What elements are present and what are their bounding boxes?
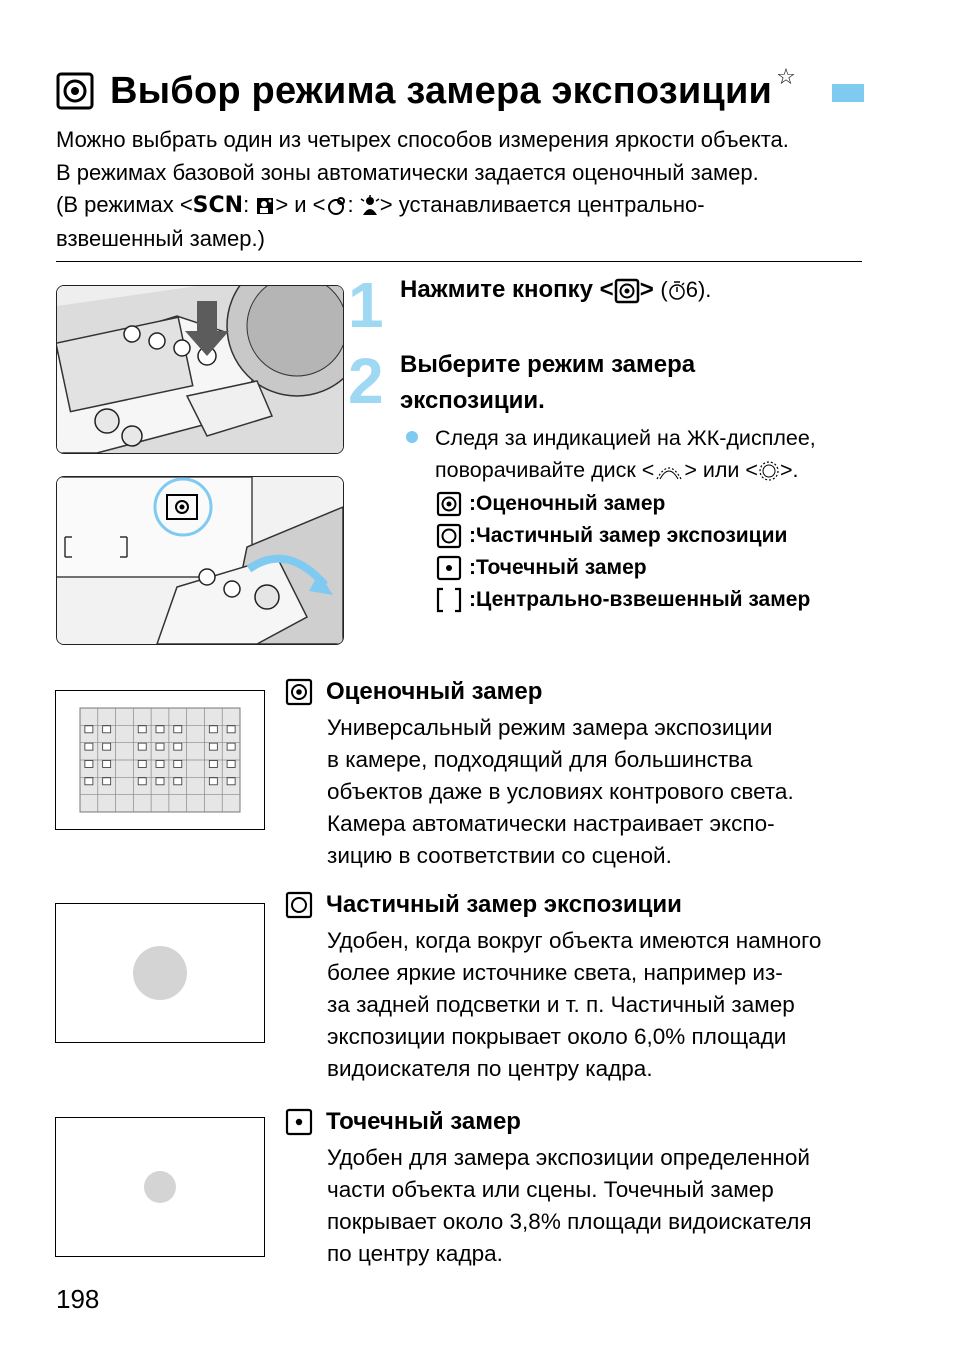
af-point-marker <box>156 778 164 785</box>
af-point-marker <box>85 743 93 750</box>
af-point-marker <box>138 778 146 785</box>
section-line: видоискателя по центру кадра. <box>327 1056 653 1081</box>
section-line: Удобен для замера экспозиции определенной <box>327 1145 810 1170</box>
af-point-marker <box>209 726 217 733</box>
step1-instruction <box>400 272 711 308</box>
step-number: 1 <box>348 269 384 341</box>
partial-area-illustration <box>56 904 264 1042</box>
creative-filter-mode-icon <box>326 195 348 217</box>
bullet-text: >. <box>779 458 799 482</box>
night-portrait-mode-icon <box>255 196 275 216</box>
intro-text: > и < <box>275 192 326 217</box>
mode-label: :Оценочный замер <box>469 492 666 515</box>
af-point-marker <box>103 743 111 750</box>
section-line: части объекта или сцены. Точечный замер <box>327 1177 774 1202</box>
intro-line: Можно выбрать один из четырех способов измерения яркости объекта. <box>56 127 789 152</box>
section-heading-partial <box>284 890 682 920</box>
section-title: Частичный замер экспозиции <box>326 891 682 918</box>
intro-text: : <box>243 192 256 217</box>
divider <box>56 261 862 262</box>
af-point-marker <box>227 760 235 767</box>
af-point-marker <box>103 726 111 733</box>
bullet-line <box>435 454 875 486</box>
evaluative-metering-diagram <box>55 690 265 830</box>
page-title-text: Выбор режима замера экспозиции <box>110 69 773 112</box>
partial-metering-area <box>133 946 187 1000</box>
intro-line: В режимах базовой зоны автоматически задается оценочный замер. <box>56 159 759 185</box>
af-point-marker <box>85 760 93 767</box>
section-body-evaluative <box>327 712 867 872</box>
section-line: по центру кадра. <box>327 1241 503 1266</box>
evaluative-metering-icon <box>614 278 640 304</box>
evaluative-metering-icon <box>56 72 94 110</box>
page-reference: ( 6). <box>660 277 712 302</box>
section-line: зицию в соответствии со сценой. <box>327 843 672 868</box>
section-line: в камере, подходящий для большинства <box>327 747 753 772</box>
mode-item-center-weighted <box>435 584 810 616</box>
af-point-marker <box>103 778 111 785</box>
step1-text: > <box>639 276 654 303</box>
evaluative-zones-grid <box>56 691 264 829</box>
scn-mode-label: SCN <box>192 193 244 218</box>
af-point-marker <box>138 726 146 733</box>
section-body-spot <box>327 1142 867 1270</box>
mode-label: :Точечный замер <box>469 556 647 579</box>
intro-line: взвешенный замер.) <box>56 225 265 251</box>
timer-icon <box>668 281 686 301</box>
af-point-marker <box>209 760 217 767</box>
bullet-paragraph <box>435 422 875 486</box>
bullet-line: Следя за индикацией на ЖК-дисплее, <box>435 426 816 450</box>
section-heading-evaluative <box>284 677 542 707</box>
intro-text: : <box>347 192 360 217</box>
step2-line: экспозиции. <box>400 387 545 414</box>
af-point-marker <box>103 760 111 767</box>
main-dial-icon <box>654 461 684 481</box>
af-point-marker <box>209 778 217 785</box>
step2-line: Выберите режим замера <box>400 351 696 378</box>
spot-metering-area <box>144 1171 176 1203</box>
section-line: Универсальный режим замера экспозиции <box>327 715 773 740</box>
section-line: Камера автоматически настраивает экспо- <box>327 811 775 836</box>
section-title: Точечный замер <box>326 1108 521 1135</box>
hdr-backlight-mode-icon <box>360 195 380 217</box>
partial-metering-diagram <box>55 903 265 1043</box>
af-point-marker <box>227 778 235 785</box>
section-line: экспозиции покрывает около 6,0% площади <box>327 1024 787 1049</box>
mode-item-spot <box>435 552 810 584</box>
section-tab-marker <box>832 84 864 102</box>
section-line: покрывает около 3,8% площади видоискателя <box>327 1209 812 1234</box>
section-body-partial <box>327 925 867 1085</box>
af-point-marker <box>209 743 217 750</box>
partial-metering-icon <box>435 522 463 550</box>
af-point-marker <box>156 743 164 750</box>
section-heading-spot <box>284 1107 521 1137</box>
af-point-marker <box>227 743 235 750</box>
intro-text: > устанавливается центрально- <box>379 192 705 217</box>
af-point-marker <box>85 778 93 785</box>
spot-metering-icon <box>284 1107 314 1137</box>
evaluative-metering-icon <box>284 677 314 707</box>
intro-line <box>56 189 866 223</box>
metering-mode-list <box>435 488 810 616</box>
lcd-dial-photo <box>56 476 344 645</box>
partial-metering-icon <box>284 890 314 920</box>
af-point-marker <box>174 778 182 785</box>
intro-paragraph <box>56 124 866 255</box>
spot-metering-diagram <box>55 1117 265 1257</box>
bullet-text: > или < <box>684 458 758 482</box>
section-line: Удобен, когда вокруг объекта имеются намного <box>327 928 822 953</box>
af-point-marker <box>138 760 146 767</box>
spot-metering-icon <box>435 554 463 582</box>
af-point-marker <box>174 726 182 733</box>
star-icon: ☆ <box>776 64 796 89</box>
camera-top-illustration <box>57 286 343 453</box>
step2-instruction <box>400 347 840 419</box>
spot-area-illustration <box>56 1118 264 1256</box>
af-point-marker <box>227 726 235 733</box>
page-number: 198 <box>56 1284 100 1314</box>
bullet-icon <box>406 431 418 443</box>
step-number: 2 <box>348 345 384 417</box>
bullet-text: поворачивайте диск < <box>435 458 655 482</box>
quick-control-dial-icon <box>758 460 780 482</box>
evaluative-metering-icon <box>435 490 463 518</box>
section-line: объектов даже в условиях контрового света. <box>327 779 794 804</box>
mode-label: :Центрально-взвешенный замер <box>469 588 811 611</box>
section-line: более яркие источнике света, например из- <box>327 960 783 985</box>
page-title <box>56 66 796 116</box>
af-point-marker <box>174 743 182 750</box>
center-weighted-metering-icon <box>435 586 463 614</box>
af-point-marker <box>85 726 93 733</box>
lcd-dial-illustration <box>57 477 343 644</box>
intro-text: (В режимах < <box>56 192 193 217</box>
af-point-marker <box>156 760 164 767</box>
camera-button-photo <box>56 285 344 454</box>
section-line: за задней подсветки и т. п. Частичный замер <box>327 992 795 1017</box>
af-point-marker <box>174 760 182 767</box>
section-title: Оценочный замер <box>326 678 543 705</box>
mode-label: :Частичный замер экспозиции <box>469 524 788 547</box>
mode-item-evaluative <box>435 488 810 520</box>
mode-item-partial <box>435 520 810 552</box>
af-point-marker <box>138 743 146 750</box>
af-point-marker <box>156 726 164 733</box>
step1-text: Нажмите кнопку < <box>400 276 614 303</box>
